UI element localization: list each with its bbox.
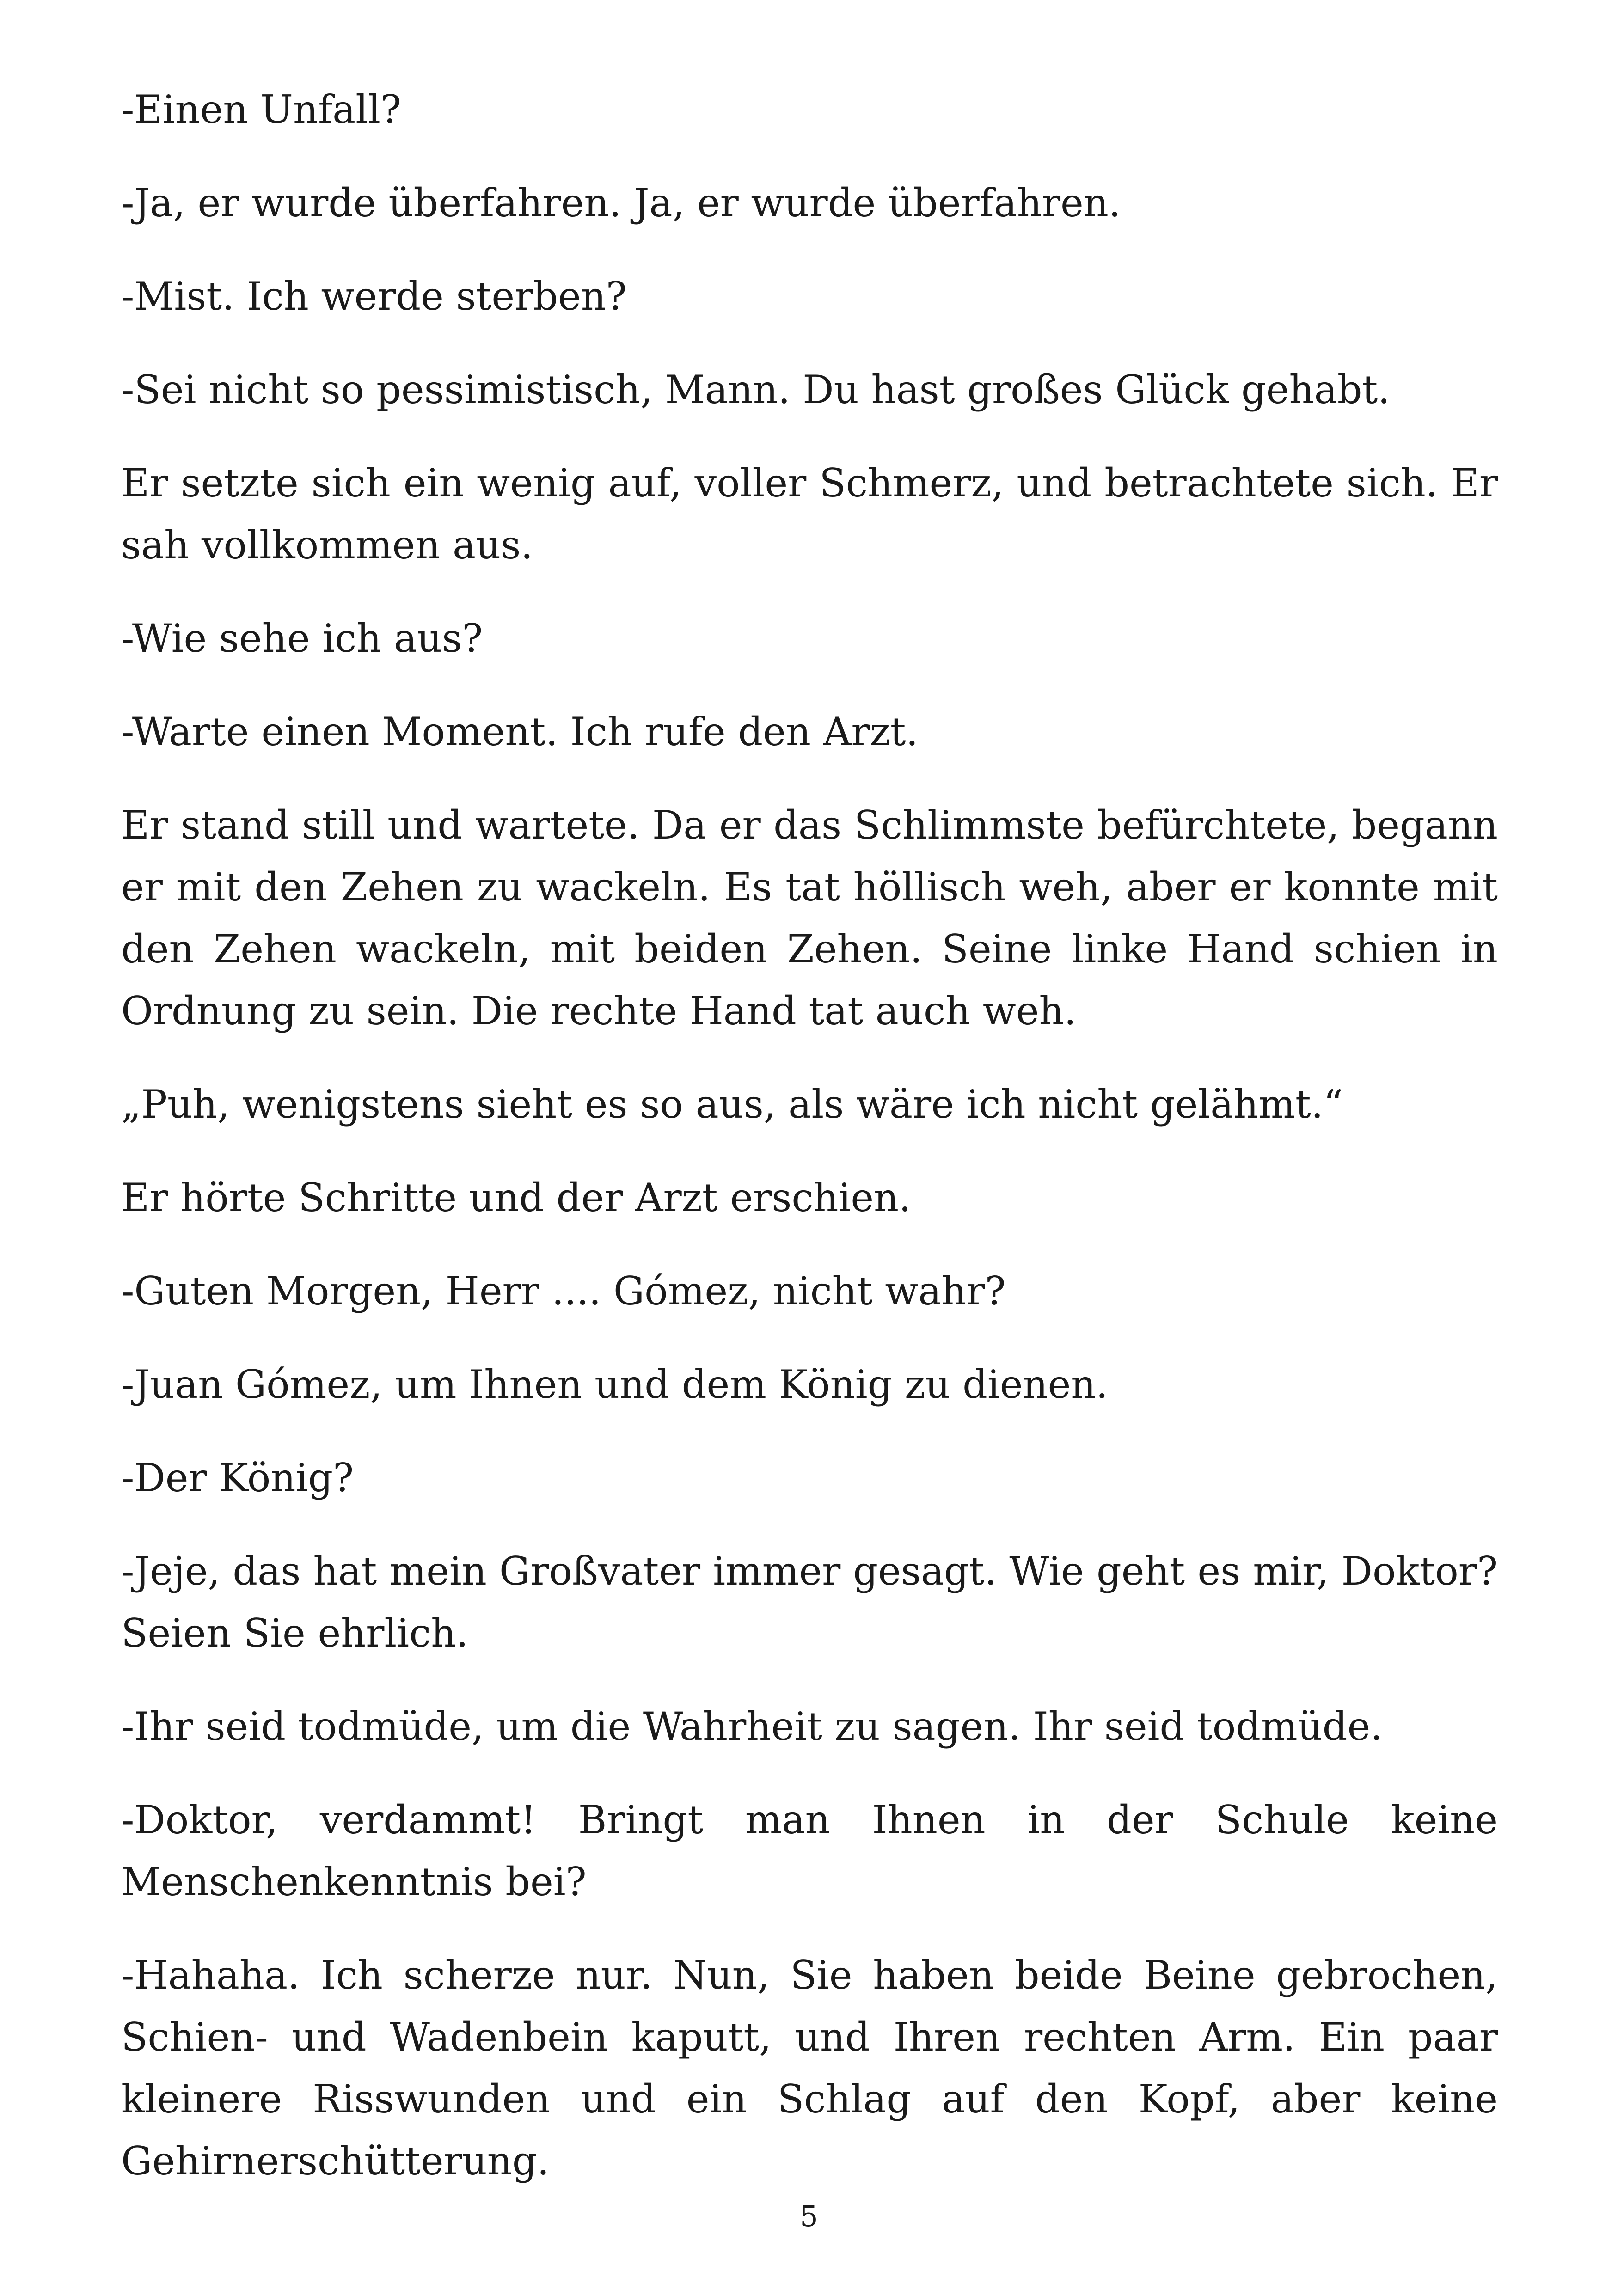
paragraph: Er setzte sich ein wenig auf, voller Schmerz, und betrachtete sich. Er sah vollkommen aus. [121, 460, 1498, 568]
page-body-text [121, 79, 1498, 2223]
page-number: 5 [800, 2199, 818, 2233]
paragraph: -Sei nicht so pessimistisch, Mann. Du hast großes Glück gehabt. [121, 367, 1390, 412]
paragraph: Er hörte Schritte und der Arzt erschien. [121, 1175, 911, 1220]
paragraph: -Hahaha. Ich scherze nur. Nun, Sie haben beide Beine gebrochen, Schien- und Wadenbein kaputt, und Ihren rechten Arm. Ein paar kleinere Risswunden und ein Schlag auf den Kopf, aber keine Gehirnerschütterung. [121, 1953, 1498, 2184]
paragraph: -Der König? [121, 1455, 354, 1500]
paragraph: -Einen Unfall? [121, 87, 402, 132]
paragraph: -Juan Gómez, um Ihnen und dem König zu dienen. [121, 1362, 1109, 1407]
paragraph: -Guten Morgen, Herr .... Gómez, nicht wahr? [121, 1268, 1006, 1314]
paragraph: -Mist. Ich werde sterben? [121, 274, 627, 319]
paragraph: -Jeje, das hat mein Großvater immer gesagt. Wie geht es mir, Doktor? Seien Sie ehrlich. [121, 1549, 1498, 1656]
paragraph: -Warte einen Moment. Ich rufe den Arzt. [121, 709, 919, 754]
paragraph: Er stand still und wartete. Da er das Schlimmste befürchtete, begann er mit den Zehen zu wackeln. Es tat höllisch weh, aber er konnte mit den Zehen wackeln, mit beiden Zehen. Seine linke Hand schien in Ordnung zu sein. Die rechte Hand tat auch weh. [121, 802, 1498, 1034]
paragraph: -Ihr seid todmüde, um die Wahrheit zu sagen. Ihr seid todmüde. [121, 1704, 1383, 1749]
paragraph: -Ja, er wurde überfahren. Ja, er wurde überfahren. [121, 180, 1121, 226]
paragraph: „Puh, wenigstens sieht es so aus, als wäre ich nicht gelähmt.“ [121, 1082, 1343, 1127]
paragraph: -Wie sehe ich aus? [121, 616, 483, 661]
paragraph: -Doktor, verdammt! Bringt man Ihnen in der Schule keine Menschenkenntnis bei? [121, 1797, 1498, 1904]
